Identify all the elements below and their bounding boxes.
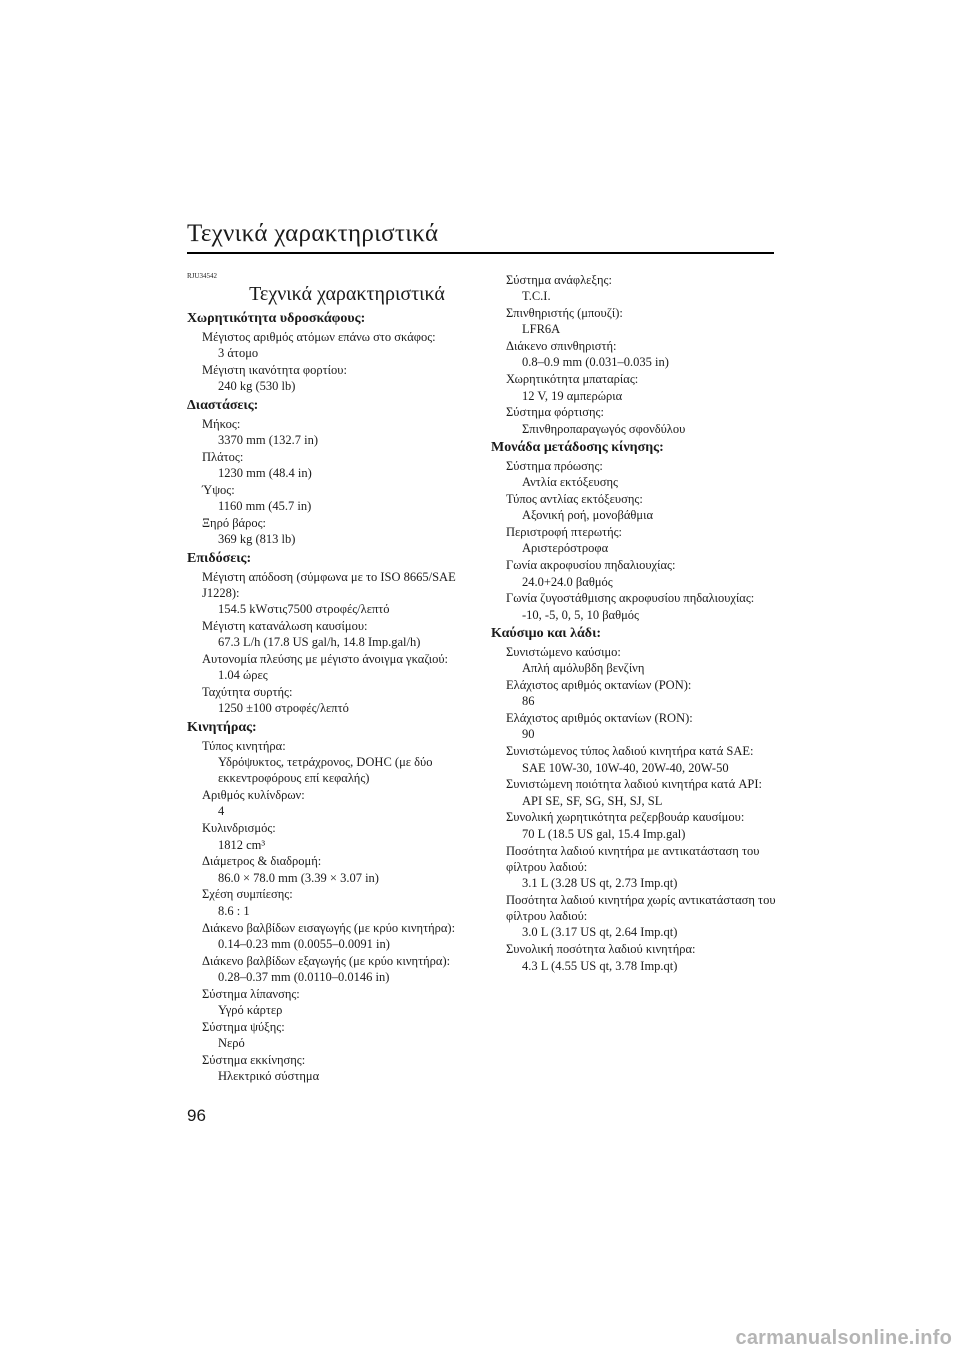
spec-value: 1230 mm (48.4 in) [218, 466, 312, 481]
section-title: Τεχνικά χαρακτηριστικά [249, 283, 445, 305]
spec-label: Μέγιστη απόδοση (σύμφωνα με το ISO 8665/SAE J1228): [202, 569, 456, 600]
spec-label: Κυλινδρισμός: [202, 821, 276, 836]
spec-value: 240 kg (530 lb) [218, 379, 296, 394]
left-spec-groups [187, 310, 477, 1084]
spec-value: 8.6 : 1 [218, 903, 250, 918]
right-spec-groups [491, 272, 781, 974]
header-rule [187, 252, 774, 254]
spec-label: Ταχύτητα συρτής: [202, 685, 293, 700]
spec-value: 3 άτομο [218, 346, 259, 361]
spec-label: Σύστημα ανάφλεξης: [506, 273, 612, 287]
spec-label: Ύψος: [202, 482, 235, 497]
spec-value: 12 V, 19 αμπερώρια [522, 388, 623, 403]
spec-value: 4 [218, 804, 225, 819]
spec-label: Σύστημα ψύξης: [202, 1019, 285, 1034]
spec-value: Απλή αμόλυβδη βενζίνη [522, 661, 645, 676]
spec-value: 86 [522, 694, 535, 709]
spec-label: Πλάτος: [202, 449, 244, 464]
spec-group-heading: Μονάδα μετάδοσης κίνησης: [491, 439, 664, 455]
spec-label: Περιστροφή πτερωτής: [506, 525, 623, 540]
spec-label: Σχέση συμπίεσης: [202, 887, 293, 902]
spec-label: Ποσότητα λαδιού κινητήρα με αντικατάσταση του φίλτρου λαδιού: [506, 843, 760, 874]
spec-label: Τύπος αντλίας εκτόξευσης: [506, 492, 643, 507]
spec-value: 369 kg (813 lb) [218, 532, 296, 547]
spec-value: 67.3 L/h (17.8 US gal/h, 14.8 Imp.gal/h) [218, 635, 421, 650]
spec-value: Ηλεκτρικό σύστημα [218, 1069, 320, 1084]
spec-group-heading: Κινητήρας: [187, 719, 257, 735]
spec-label: Τύπος κινητήρα: [202, 738, 286, 753]
right-column [491, 272, 781, 974]
spec-group-heading: Χωρητικότητα υδροσκάφους: [187, 311, 366, 326]
spec-label: Ξηρό βάρος: [202, 515, 267, 530]
spec-label: Αυτονομία πλεύσης με μέγιστο άνοιγμα γκαζιού: [202, 652, 449, 667]
spec-label: Διάμετρος & διαδρομή: [202, 854, 322, 869]
spec-label: Σπινθηριστής (μπουζί): [506, 306, 623, 321]
spec-value: 86.0 × 78.0 mm (3.39 × 3.07 in) [218, 870, 379, 885]
spec-value: -10, -5, 0, 5, 10 βαθμός [522, 607, 639, 622]
spec-label: Σύστημα πρόωσης: [506, 458, 603, 473]
page-title: Τεχνικά χαρακτηριστικά [187, 220, 439, 247]
spec-value: 3.1 L (3.28 US qt, 2.73 Imp.qt) [522, 876, 678, 891]
spec-value: 154.5 kWστις7500 στροφές/λεπτό [218, 602, 390, 617]
spec-value: Αριστερόστροφα [522, 541, 609, 556]
spec-group-heading: Καύσιμο και λάδι: [491, 625, 602, 641]
spec-value: Σπινθηροπαραγωγός σφονδύλου [522, 421, 686, 436]
spec-label: Μήκος: [202, 416, 241, 431]
spec-value: 0.14–0.23 mm (0.0055–0.0091 in) [218, 936, 390, 951]
spec-value: 24.0+24.0 βαθμός [522, 574, 613, 589]
spec-label: Ελάχιστος αριθμός οκτανίων (PON): [506, 678, 692, 693]
spec-value: 4.3 L (4.55 US qt, 3.78 Imp.qt) [522, 958, 678, 973]
spec-group-heading: Επιδόσεις: [187, 550, 252, 566]
spec-value: Υδρόψυκτος, τετράχρονος, DOHC (με δύο εκκεντροφόρους επί κεφαλής) [218, 755, 433, 786]
watermark: carmanualsonline.info [735, 1327, 952, 1349]
spec-value: T.C.I. [522, 289, 551, 304]
spec-value: 0.28–0.37 mm (0.0110–0.0146 in) [218, 969, 390, 984]
spec-value: 1.04 ώρες [218, 668, 268, 683]
spec-label: Σύστημα εκκίνησης: [202, 1052, 306, 1067]
spec-value: LFR6A [522, 322, 561, 337]
spec-value: 1250 ±100 στροφές/λεπτό [218, 701, 349, 716]
spec-value: Υγρό κάρτερ [218, 1002, 283, 1017]
spec-label: Μέγιστη ικανότητα φορτίου: [202, 363, 347, 378]
spec-value: API SE, SF, SG, SH, SJ, SL [522, 793, 663, 808]
spec-label: Συνιστώμενη ποιότητα λαδιού κινητήρα κατά API: [506, 777, 762, 792]
spec-value: 3370 mm (132.7 in) [218, 432, 318, 447]
spec-label: Διάκενο βαλβίδων εξαγωγής (με κρύο κινητήρα): [202, 953, 451, 968]
page-number: 96 [187, 1106, 206, 1125]
spec-value: 3.0 L (3.17 US qt, 2.64 Imp.qt) [522, 925, 678, 940]
spec-label: Συνιστώμενος τύπος λαδιού κινητήρα κατά SAE: [506, 744, 754, 759]
spec-label: Διάκενο βαλβίδων εισαγωγής (με κρύο κινητήρα): [202, 920, 456, 935]
spec-group-heading: Διαστάσεις: [187, 397, 259, 413]
spec-label: Σύστημα φόρτισης: [506, 405, 604, 420]
spec-label: Συνολική χωρητικότητα ρεζερβουάρ καυσίμου: [506, 810, 745, 825]
spec-value: Νερό [218, 1036, 245, 1051]
spec-label: Διάκενο σπινθηριστή: [506, 339, 617, 354]
left-column [187, 272, 477, 1085]
spec-label: Ποσότητα λαδιού κινητήρα χωρίς αντικατάσταση του φίλτρου λαδιού: [506, 892, 776, 924]
spec-value: 1160 mm (45.7 in) [218, 499, 312, 514]
page-header [187, 220, 774, 254]
spec-value: 1812 cm³ [218, 837, 266, 852]
reference-code: RJU34542 [187, 272, 217, 280]
spec-label: Γωνία ακροφυσίου πηδαλιουχίας: [506, 558, 676, 573]
spec-value: Αντλία εκτόξευσης [522, 475, 618, 490]
spec-value: 0.8–0.9 mm (0.031–0.035 in) [522, 355, 669, 370]
spec-label: Αριθμός κυλίνδρων: [202, 788, 305, 803]
spec-label: Μέγιστος αριθμός ατόμων επάνω στο σκάφος: [202, 330, 436, 344]
spec-label: Γωνία ζυγοστάθμισης ακροφυσίου πηδαλιουχίας: [506, 591, 755, 606]
spec-label: Συνιστώμενο καύσιμο: [506, 644, 621, 659]
spec-label: Συνολική ποσότητα λαδιού κινητήρα: [506, 942, 696, 957]
spec-label: Σύστημα λίπανσης: [202, 986, 300, 1001]
spec-label: Ελάχιστος αριθμός οκτανίων (RON): [506, 711, 693, 726]
spec-value: 90 [522, 727, 535, 742]
spec-label: Χωρητικότητα μπαταρίας: [506, 372, 639, 387]
spec-value: Αξονική ροή, μονοβάθμια [522, 508, 653, 523]
spec-value: SAE 10W-30, 10W-40, 20W-40, 20W-50 [522, 760, 729, 775]
spec-value: 70 L (18.5 US gal, 15.4 Imp.gal) [522, 826, 686, 841]
spec-label: Μέγιστη κατανάλωση καυσίμου: [202, 618, 368, 633]
